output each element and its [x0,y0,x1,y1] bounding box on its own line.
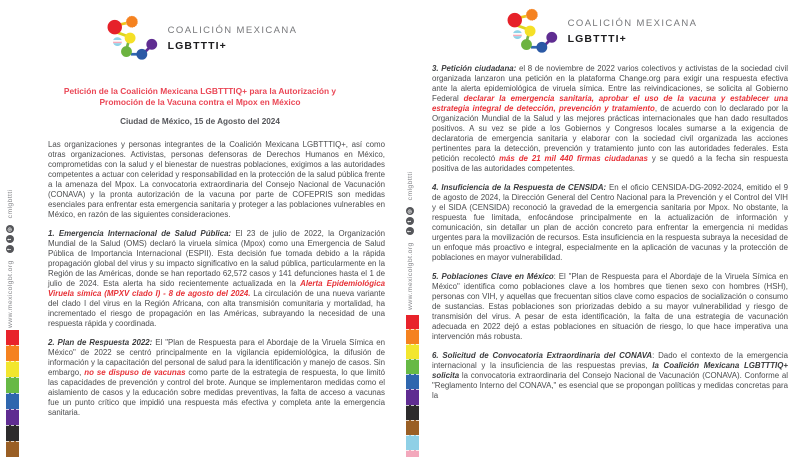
pride-flag-segment [406,435,419,450]
twitter-icon: t [6,235,14,243]
paragraph: Las organizaciones y personas integrantes de la Coalición Mexicana LGBTTTIQ+, así como otras organizaciones. Activistas, personas defensoras de Derechos Humanos en México, comprometidas con la salud y el bienestar de nuestras poblaciones, exigimos a las autoridades competentes a actuar con celeridad y responsabilidad en la protección de la salud pública frente a la amenaza del Mpox. La convocatoria extraordinaria del Consejo Nacional de Vacunación (CONAVA) y la pronta autorización de la vacuna por parte de COFEPRIS son medidas esenciales para enfrentar esta emergencia sanitaria y proteger a las poblaciones vulnerables en México, en razón de las siguientes consideraciones. [48,140,385,219]
instagram-icon: ◎ [407,208,413,214]
pride-flag-segment [6,441,19,457]
page-1-body [0,126,400,418]
pride-flag-segment [406,420,419,435]
petition-title: Petición de la Coalición Mexicana LGBTTTIQ+ para la Autorización y Promoción de la Vacuna contra el Mpox en México [63,86,337,107]
coalition-logo [0,0,400,63]
pride-flag-segment [406,405,419,420]
pride-flag-segment [406,450,419,457]
social-handle: cmlgbttti [6,189,14,219]
paragraph: 4. Insuficiencia de la Respuesta de CENSIDA: En el oficio CENSIDA-DG-2092-2024, emitido el 9 de agosto de 2024, la Dirección General del Centro Nacional para la Prevención y el Control del VIH y el SIDA (CENSIDA) reconoció la gravedad de la emergencia sanitaria por Mpox. No obstante, la respuesta fue limitada, enfocándose principalmente en la actualización de información y comunicación, sin detallar un plan de acción concreto para enfrentar la emergencia ni medidas urgentes para la movilización de recursos. Esta insuficiencia en la respuesta subraya la necesidad de un enfoque más proactivo e integral, especialmente en la aplicación de vacunas y la protección de poblaciones en mayor vulnerabilidad. [432,183,788,262]
org-name: COALICIÓN MEXICANA [167,24,298,36]
coalition-logo [400,0,800,56]
social-handle: cmlgbttti [406,171,414,201]
dateline: Ciudad de México, 15 de Agosto del 2024 [120,117,280,126]
page-2-body [400,56,800,401]
coalition-logo-mark [103,13,159,63]
org-subname: LGBTTTI+ [167,39,227,52]
coalition-logo-text [568,18,698,45]
paragraph: 6. Solicitud de Convocatoria Extraordinaria del CONAVA: Dado el contexto de la emergencia internacional y la insuficiencia de las respuestas previas, la Coalición Mexicana LGBTTTIQ+ solicita la convocatoria extraordinaria del Consejo Nacional de Vacunación (CONAVA). Conforme al "Reglamento Interno del CONAVA," es esencial que se propongan políticas y medidas concretas para la [432,351,788,400]
org-name: COALICIÓN MEXICANA [567,17,698,29]
paragraph: 3. Petición ciudadana: el 8 de noviembre de 2022 varios colectivos y activistas de la sociedad civil organizada lanzaron una petición en la plataforma Change.org para exigir una respuesta efectiva ante la alerta epidemiológica de viruela símica. Entre las reivindicaciones, se solicita al Gobierno Federal declarar la emergencia sanitaria, aprobar el uso de la vacuna y establecer una estrategia integral de detección, prevención y tratamiento, de acuerdo con lo declarado por la Organización Mundial de la Salud y las mejores prácticas internacionales que han dado resultados positivos. A su vez se pide a los Gobiernos y Congresos locales sumarse a la exigencia de declaratoria de emergencia sanitaria y elaborar con la sociedad civil organizada las acciones pertinentes para la detección, prevención y tratamiento junto con las autoridades federales. Esta petición recolectó más de 21 mil 440 firmas ciudadanas y se quedó a la fecha sin respuesta positiva de las autoridades competentes. [432,64,788,173]
facebook-icon: f [406,227,414,235]
petition-page-2 [400,0,800,457]
org-subname: LGBTTTI+ [567,32,627,45]
facebook-icon: f [6,245,14,253]
coalition-logo-mark [503,6,559,56]
coalition-logo-text [168,25,298,52]
instagram-icon: ◎ [7,226,13,232]
paragraph: 2. Plan de Respuesta 2022: El "Plan de Respuesta para el Abordaje de la Viruela Símica en México" de 2022 se centró principalmente en la vigilancia epidemiológica, la difusión de información y la capacitación del personal de salud para la identificación y manejo de casos. Sin embargo, no se dispuso de vacunas como parte de la estrategia de respuesta, lo que limitó las capacidades de prevención y control del brote. Aunque se implementaron medidas como el aislamiento de casos y la educación sobre medidas preventivas, la falta de acceso a vacunas fue un punto crítico que impidió una respuesta más efectiva y completa ante la emergencia sanitaria. [48,338,385,417]
pride-flag-segment [6,425,19,441]
website-url: www.mexicolgbt.org [406,242,414,310]
paragraph: 5. Poblaciones Clave en México: El "Plan de Respuesta para el Abordaje de la Viruela Símica en México" identifica como poblaciones clave a los hombres que tienen sexo con hombres (HSH), personas con VIH, y aquellas que frecuentan sitios clave como espacios de socialización o consumo de sustancias. Estas poblaciones son priorizadas debido a su mayor vulnerabilidad y riesgo de transmisión del virus. A pesar de esta identificación, la falta de una estrategia de vacunación adecuada en 2022 dejó a estas poblaciones en situación de riesgo, lo que hace imperativa una intervención más robusta. [432,272,788,341]
paragraph: 1. Emergencia Internacional de Salud Pública: El 23 de julio de 2022, la Organización Mundial de la Salud (OMS) declaró la viruela símica (Mpox) como una Emergencia de Salud Pública de Importancia Internacional (ESPII). Esta decisión fue tomada debido a la rápida propagación global del virus y su impacto significativo en la salud pública, particularmente en la Región de las Américas, donde se han reportado 62,572 casos y 141 defunciones hasta el 1 de julio de 2024. Esta alerta ha sido recientemente actualizada en la Alerta Epidemiológica Viruela símica (MPXV clado I) - 8 de agosto del 2024. La circulación de una nueva variante del clado I del virus en la Región Africana, con alta transmisión comunitaria y mortalidad, ha incrementado el riesgo de propagación en las Américas, subrayando la necesidad de una respuesta rápida y coordinada. [48,229,385,328]
website-url: www.mexicolgbt.org [6,260,14,328]
twitter-icon: t [406,217,414,225]
